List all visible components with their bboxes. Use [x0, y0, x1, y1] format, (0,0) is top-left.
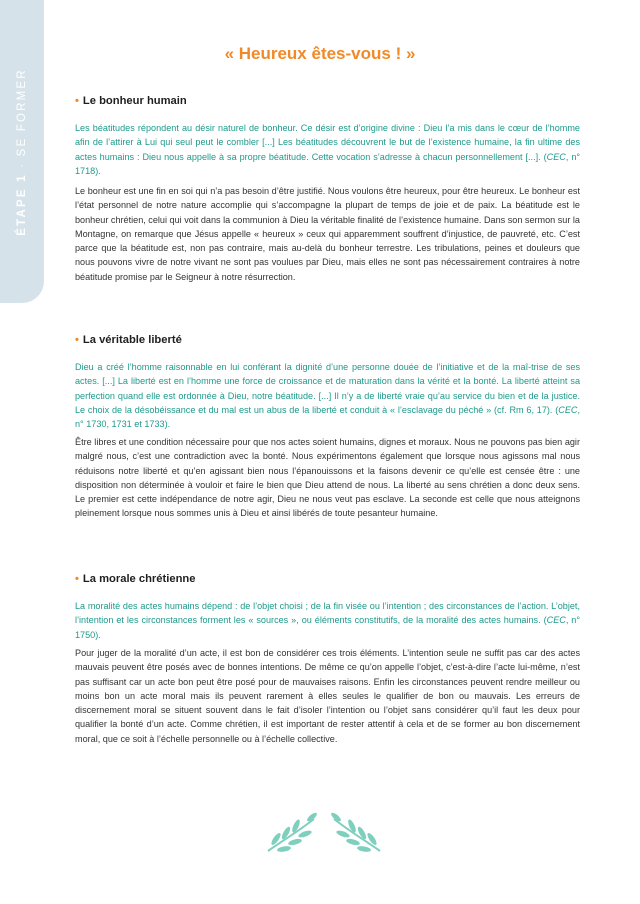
quote-ref: , n° 1750).: [75, 615, 580, 640]
section-heading: [75, 94, 580, 108]
bullet-icon: •: [75, 573, 79, 585]
quote-text: Les béatitudes répondent au désir naturel de bonheur. Ce désir est d’origine divine : Dieu l’a mis dans le cœur de l’homme afin de l’attirer à Lui qui seul peut le combler [...] Les béatitudes découvrent le but de l’existence humaine, la fin ultime des actes humains : Dieu nous appelle à sa propre béatitude. Cette vocation s’adresse à chacun personnellement [...]. (: [75, 123, 580, 162]
quote-text: Dieu a créé l’homme raisonnable en lui conférant la dignité d’une personne douée de l’initiative et de la maî-trise de ses actes. [...] La liberté est en l’homme une force de croissance et de maturation dans la vérité et la bonté. La liberté atteint sa perfection quand elle est ordonnée à Dieu, notre béatitude. [...] Il n’y a de liberté vraie qu’au service du bien et de la justice. Le choix de la désobéissance et du mal est un abus de la liberté et conduit à « l’esclavage du péché » (cf. Rm 6, 17). (: [75, 362, 580, 415]
section-heading-text: La morale chrétienne: [82, 573, 196, 585]
body-paragraph: Pour juger de la moralité d’un acte, il est bon de considérer ces trois éléments. L’intention seule ne suffit pas car des actes mauvais peuvent être posés avec de bonnes intentions. De même ce qu’on appelle l’objet, c’est-à-dire l’acte lui-même, n’est pas suffisant car un acte bon peut être posé pour de mauvaises raisons. Enfin les circonstances peuvent rendre meilleur ou moins bon un acte moral mais ils peuvent rarement à elles seules le qualifier de bon ou mauvais. Les erreurs de discernement moral se situent souvent dans le fait d’isoler l’intention ou l’objet sans considérer qu’il faut les deux pour qualifier la bonté d’un acte. Comme chrétien, il est important de rester attentif à cela et de se former au bon discernement moral, que ce soit à l’échelle personnelle ou à l’échelle collective.: [75, 648, 580, 744]
bullet-icon: •: [75, 95, 79, 107]
quote-source: CEC: [546, 615, 566, 626]
section-morale: [75, 572, 580, 586]
body-paragraph: Le bonheur est une fin en soi qui n’a pas besoin d’être justifié. Nous voulons être heureux, pour être heureux. Le bonheur est l’état personnel de notre nature accomplie qui s’accompagne la plupart de temps de joie et de paix. La béatitude est le bonheur chrétien, celui qui voit dans la communion à Dieu la véritable finalité de l’existence humaine. Dans son sermon sur la Montagne, on remarque que Jésus appelle « heureux » ceux qui apparemment souffrent d’injustice, de pauvreté, etc. C’est parce que la béatitude est, non pas contraire, mais au-delà du bonheur terrestre. Les tribulations, peines et douleurs que nous pouvons vivre de notre vivant ne sont pas voulues par Dieu, mais elles ne sont pas nécessairement contraires à notre béatitude promise par le Seigneur à notre résurrection.: [75, 186, 580, 282]
quote-block: [75, 121, 580, 178]
quote-ref: , n° 1718).: [75, 151, 581, 176]
sidebar-step: ÉTAPE 1: [16, 173, 28, 236]
quote-block: [75, 360, 580, 431]
quote-block: [75, 599, 580, 642]
sidebar-separator: ·: [16, 161, 28, 168]
sidebar-label: [16, 68, 28, 236]
section-heading: [75, 572, 580, 586]
quote-source: CEC: [546, 151, 566, 162]
sidebar-section: SE FORMER: [16, 68, 28, 157]
section-heading: [75, 333, 580, 347]
page-title: « Heureux êtes-vous ! »: [224, 44, 416, 63]
section-heading-text: Le bonheur humain: [82, 95, 187, 107]
quote-text: La moralité des actes humains dépend : de l’objet choisi ; de la fin visée ou l’intention ; des circonstances de l’action. L’objet, l’intention et les circonstances forment les « sources », ou éléments constitutifs, de la moralité des actes humains. (: [75, 601, 580, 626]
body-paragraph: Être libres et une condition nécessaire pour que nos actes soient humains, dignes et moraux. Nous ne pouvons pas bien agir malgré nous, c’est une contradiction avec la bonté. Nous expérimentons également que lorsque nous agissons mal nous réduisons notre liberté et qu’en agissant bien nous l’épanouissons et la faisons devenir ce qu’elle est censée être : une disposition non déterminée à vouloir et faire le bien que Dieu attend de nous. La liberté au sens chrétien a donc deux sens. Le premier est cette indépendance de notre agir, Dieu ne nous veut pas esclave. La seconde est celle que nous atteignons pleinement lorsque nous sommes unis à Dieu et ainsi libérés de toute pesanteur humaine.: [75, 437, 580, 519]
quote-ref: , n° 1730, 1731 et 1733).: [75, 404, 580, 430]
section-liberte: [75, 333, 580, 347]
section-bonheur: [75, 94, 580, 108]
olive-branches-icon: [262, 811, 386, 855]
quote-source: CEC: [558, 404, 578, 415]
section-heading-text: La véritable liberté: [82, 334, 182, 346]
bullet-icon: •: [75, 334, 79, 346]
